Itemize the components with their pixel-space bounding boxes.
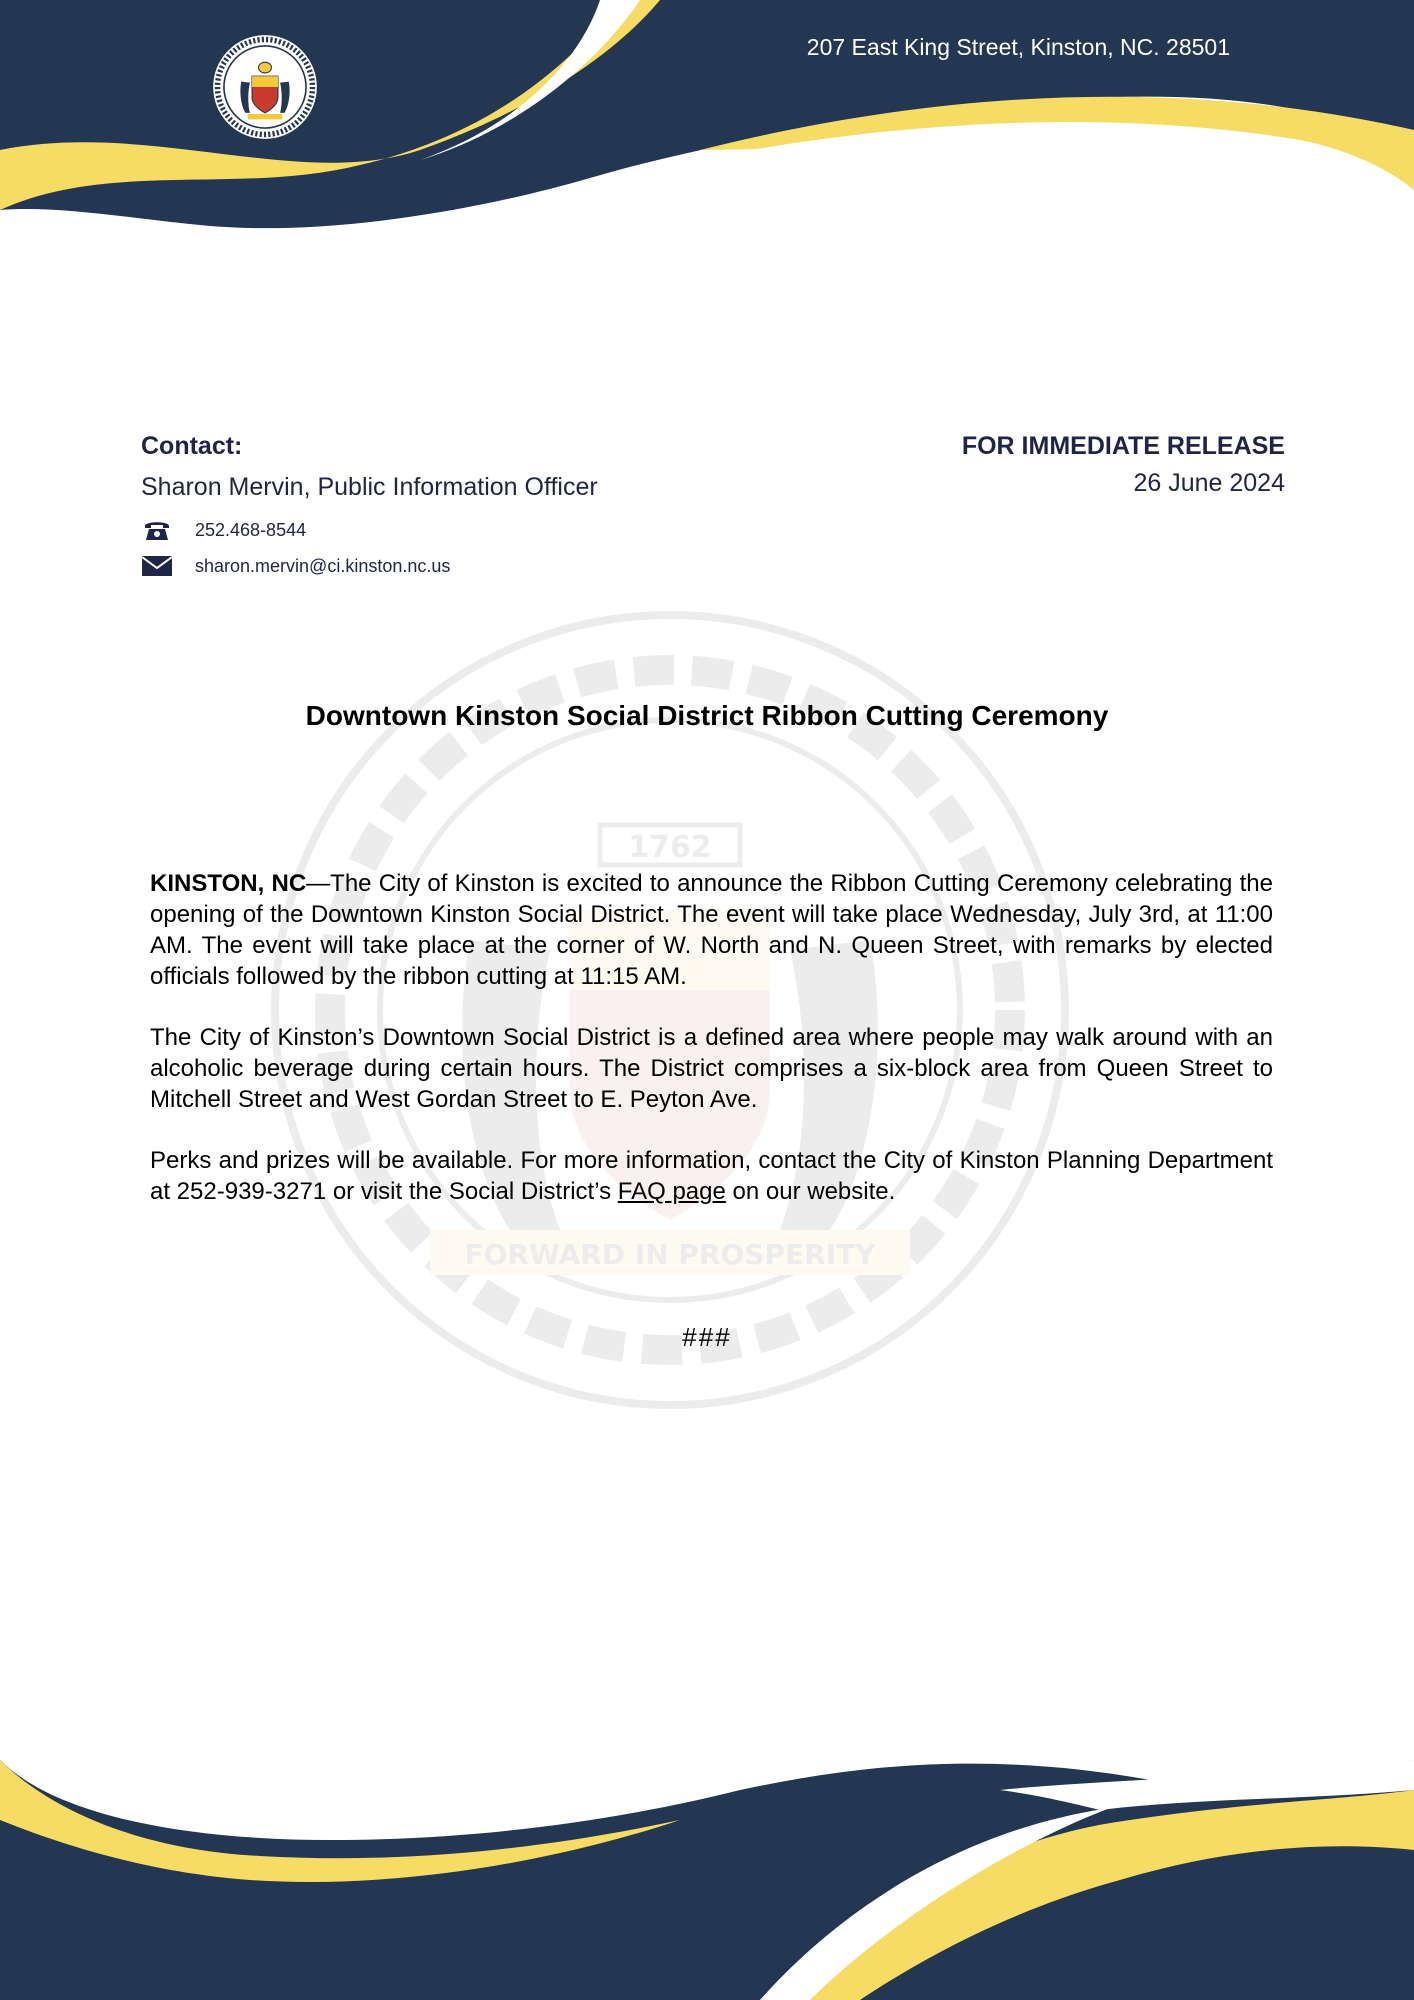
contact-name: Sharon Mervin, Public Information Officer	[141, 473, 598, 501]
release-label: FOR IMMEDIATE RELEASE	[961, 432, 1285, 460]
contact-phone-row	[141, 512, 598, 548]
body-paragraph-1-text: —The City of Kinston is excited to announce the Ribbon Cutting Ceremony celebrating the opening of the Downtown Kinston Social District. The event will take place Wednesday, July 3rd, at 11:00 AM. The event will take place at the corner of W. North and N. Queen Street, with remarks by elected officials followed by the ribbon cutting at 11:15 AM.	[150, 870, 1273, 990]
header-address: 207 East King Street, Kinston, NC. 28501	[806, 34, 1230, 60]
phone-icon	[141, 518, 173, 542]
body-paragraph-3-text-before: Perks and prizes will be available. For more information, contact the City of Kinston Planning Department at 252-939-3271 or visit the Social District’s	[150, 1147, 1273, 1205]
contact-block	[141, 432, 598, 584]
contact-email-row	[141, 548, 598, 584]
press-release-body	[150, 868, 1273, 1237]
dateline: KINSTON, NC	[150, 870, 307, 897]
contact-label: Contact:	[141, 432, 243, 460]
press-release-headline: Downtown Kinston Social District Ribbon Cutting Ceremony	[305, 700, 1109, 731]
release-block	[962, 432, 1285, 498]
city-seal-icon	[211, 33, 319, 141]
watermark-year: 1762	[628, 830, 712, 865]
body-paragraph-3-text-after: on our website.	[725, 1178, 896, 1205]
end-mark: ###	[682, 1322, 732, 1352]
watermark-motto: FORWARD IN PROSPERITY	[464, 1238, 876, 1271]
faq-page-link[interactable]: FAQ page	[617, 1178, 726, 1205]
envelope-icon	[141, 554, 173, 578]
body-paragraph-2: The City of Kinston’s Downtown Social District is a defined area where people may walk around with an alcoholic beverage during certain hours. The District comprises a six-block area from Queen Street to Mitchell Street and West Gordan Street to E. Peyton Ave.	[150, 1024, 1273, 1113]
contact-email[interactable]: sharon.mervin@ci.kinston.nc.us	[195, 555, 451, 576]
body-paragraph-3	[150, 1145, 1273, 1207]
contact-phone: 252.468-8544	[195, 519, 307, 540]
footer-wave-decoration	[0, 1760, 1414, 2000]
body-paragraph-1	[150, 868, 1273, 992]
release-date: 26 June 2024	[1133, 469, 1285, 497]
